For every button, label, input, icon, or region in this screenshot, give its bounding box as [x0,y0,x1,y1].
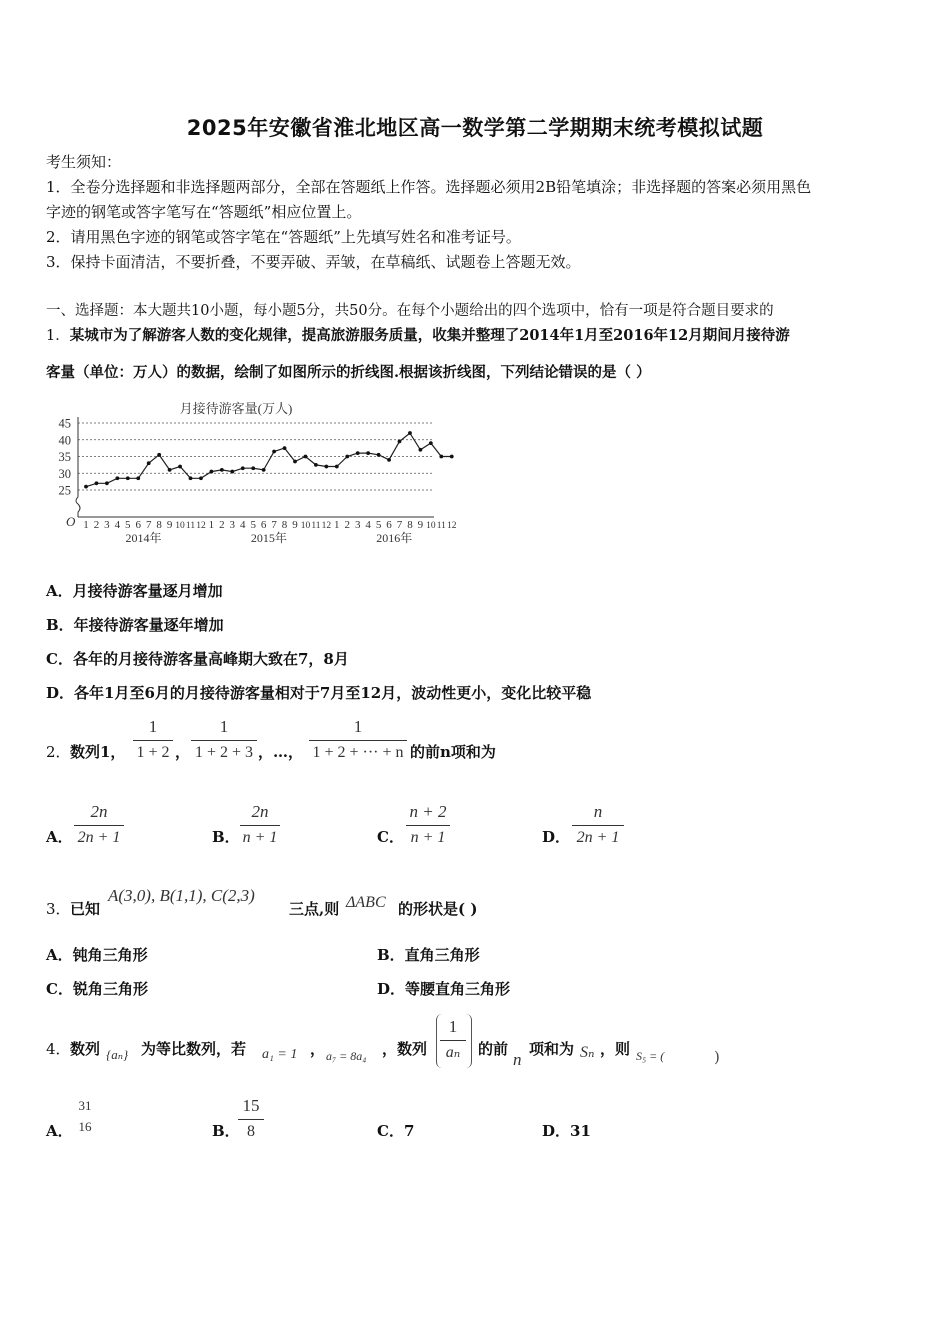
q2-term-n [309,716,407,763]
question-3-points: A(3,0), B(1,1), C(2,3) [108,886,255,905]
q2-term-2-den: 1 + 2 + 3 [194,744,254,761]
question-3-prefix: 已知 [70,900,101,918]
q2-option-a-num: 2n [90,802,108,821]
question-4-t1: 数列 [70,1040,101,1058]
q2-term-2-num: 1 [219,717,229,736]
x-tick-label: 4 [240,519,246,531]
data-point [251,466,255,470]
q3-option-b: B．直角三角形 [377,946,480,964]
question-1-stem-cont: 客量（单位：万人）的数据，绘制了如图所示的折线图.根据该折线图，下列结论错误的是（ ） [46,364,651,381]
q2-term-1-den: 1 + 2 [136,744,170,761]
q4-option-b-frac [238,1095,264,1142]
question-4-t6: ，则 [600,1040,631,1058]
question-3-number: 3． [46,900,71,918]
q4-option-d [542,1120,591,1142]
x-tick-label: 8 [407,519,413,531]
year-label: 2015年 [250,531,287,545]
q2-term-1 [133,716,173,763]
data-point [84,485,88,489]
question-4-number: 4． [46,1040,71,1058]
q4-option-a-label: A． [46,1122,73,1140]
q4-option-b-num: 15 [242,1096,260,1115]
x-tick-label: 6 [135,519,141,531]
x-tick-label: 6 [386,519,392,531]
q4-option-b-den: 8 [247,1123,255,1140]
q4-option-a-num: 31 [78,1098,92,1113]
x-tick-label: 3 [229,519,236,531]
question-2-sep: ， [175,743,191,761]
q4-recip-num: 1 [448,1017,458,1036]
q3-option-c: C．锐角三角形 [46,980,148,998]
q2-term-2 [191,716,257,763]
x-tick-label: 10 [300,521,311,531]
data-point [168,468,172,472]
year-label: 2014年 [125,531,162,545]
q2-option-d-num: n [593,802,603,821]
data-point [283,446,287,450]
question-4-c1: a₁ = 1 [262,1047,298,1062]
notice-item-3: 3．保持卡面清洁，不要折叠，不要弄破、弄皱，在草稿纸、试题卷上答题无效。 [46,253,581,271]
x-tick-label: 5 [250,519,256,531]
q2-option-c-num: n + 2 [409,802,447,821]
data-point [439,455,443,459]
data-point [126,476,130,480]
question-2-prefix: 数列1， [70,743,126,761]
notice-heading: 考生须知： [46,153,122,171]
x-tick-label: 4 [365,519,371,531]
q4-option-d-value: 31 [570,1122,591,1140]
x-tick-label: 7 [396,519,403,531]
q4-recip-frac [440,1016,466,1063]
x-tick-label: 4 [114,519,121,531]
q2-option-b-label: B． [212,828,240,846]
x-tick-label: 10 [426,521,436,531]
data-point [293,460,297,464]
data-point [115,476,119,480]
notice-item-2: 2．请用黑色字迹的钢笔或答字笔在“答题纸”上先填写姓名和准考证号。 [46,228,521,246]
data-point [272,450,276,454]
data-point [230,470,234,474]
x-tick-label: 1 [334,519,340,531]
x-tick-label: 2 [344,519,350,531]
question-4-t2: 为等比数列，若 [141,1040,247,1058]
data-point [241,466,245,470]
question-3-mid: 三点,则 [289,900,340,918]
data-point [157,453,161,457]
q4-option-a-den: 16 [78,1119,92,1134]
data-point [450,455,454,459]
question-1-stem: 某城市为了解游客人数的变化规律，提高旅游服务质量，收集并整理了2014年1月至2016年12月期间月接待游 [69,327,790,344]
data-point [335,465,339,469]
data-point [136,476,140,480]
data-point [262,468,266,472]
x-tick-label: 11 [436,521,446,531]
x-tick-label: 9 [292,519,298,531]
x-tick-label: 11 [185,521,196,531]
data-point [304,455,308,459]
q1-option-d: D．各年1月至6月的月接待游客量相对于7月至12月，波动性更小，变化比较平稳 [46,684,592,702]
origin-label: O [66,514,76,529]
question-4-sn: Sₙ [580,1044,595,1061]
x-tick-label: 2 [219,519,225,531]
q2-option-b-frac [240,801,280,848]
q1-option-a: A．月接待游客量逐月增加 [46,582,223,600]
q2-option-c-frac [406,801,450,848]
q2-option-d-frac [572,801,624,848]
x-tick-label: 3 [104,519,110,531]
q3-option-d: D．等腰直角三角形 [377,980,511,998]
x-tick-label: 2 [93,519,100,531]
q2-option-c-den: n + 1 [410,829,446,846]
data-point [345,455,349,459]
data-point [147,461,151,465]
x-tick-label: 8 [156,519,162,531]
question-1-text [46,325,790,347]
x-tick-label: 5 [375,519,382,531]
y-tick-label: 40 [58,433,71,448]
q2-option-d-den: 2n + 1 [576,829,620,846]
q4-option-c-label: C． [377,1122,404,1140]
question-2-number: 2． [46,743,71,761]
q2-option-a-den: 2n + 1 [77,829,121,846]
data-point [95,481,99,485]
data-point [387,458,391,462]
line-chart [44,395,457,553]
data-point [398,440,402,444]
y-tick-label: 45 [58,416,71,431]
q2-option-c-label: C． [377,828,404,846]
data-point [105,481,109,485]
x-tick-label: 10 [175,521,185,531]
page-title: 2025年安徽省淮北地区高一数学第二学期期末统考模拟试题 [186,116,764,140]
q4-option-c [377,1120,414,1142]
axis-break [76,497,80,512]
x-tick-label: 7 [271,519,277,531]
q4-option-a-frac [74,1098,96,1135]
question-4-close: ) [714,1048,720,1066]
data-point [408,431,412,435]
data-point [220,468,224,472]
data-point [356,451,360,455]
data-point [366,451,370,455]
question-3-triangle: ΔABC [346,894,386,911]
y-tick-label: 30 [58,466,71,481]
q2-term-n-num: 1 [353,717,363,736]
x-tick-label: 12 [321,521,332,531]
question-4-seq: {aₙ} [106,1047,129,1062]
x-tick-label: 8 [281,519,288,531]
data-point [324,465,328,469]
question-4-t5: 项和为 [529,1040,575,1058]
section-heading: 一、选择题：本大题共10小题，每小题5分，共50分。在每个小题给出的四个选项中，恰有一项是符合题目要求的 [46,303,774,319]
series-line [86,433,452,487]
q4-option-b-label: B． [212,1122,240,1140]
q2-option-b-num: 2n [251,802,269,821]
q2-option-b-den: n + 1 [242,829,278,846]
question-4-c2: a₇ = 8a₄ [326,1049,367,1063]
chart-title: 月接待游客量(万人) [179,401,293,416]
x-tick-label: 12 [447,521,457,531]
data-point [429,441,433,445]
question-3-suffix: 的形状是( ) [398,900,478,918]
year-label: 2016年 [376,531,413,545]
q2-option-a-label: A． [46,828,73,846]
data-point [189,476,193,480]
x-tick-label: 5 [125,519,131,531]
notice-item-1-cont: 字迹的钢笔或答字笔写在“答题纸”相应位置上。 [46,203,362,221]
data-point [377,453,381,457]
x-tick-label: 12 [196,521,206,531]
q2-option-a-frac [74,801,124,848]
data-point [178,465,182,469]
q4-option-d-label: D． [542,1122,571,1140]
x-tick-label: 7 [145,519,152,531]
q2-term-n-den: 1 + 2 + ··· + n [312,744,404,761]
y-tick-label: 35 [58,450,71,464]
data-point [199,476,203,480]
notice-item-1: 1．全卷分选择题和非选择题两部分，全部在答题纸上作答。选择题必须用2B铅笔填涂；非选择题的答案必须用黑色 [46,178,812,196]
q4-recip-den: aₙ [445,1044,461,1061]
q1-option-b: B．年接待游客量逐年增加 [46,616,224,634]
q2-option-d-label: D． [542,828,571,846]
x-tick-label: 1 [83,519,89,531]
x-tick-label: 3 [354,519,361,531]
question-4-comma: ， [310,1040,326,1058]
x-tick-label: 11 [311,521,321,531]
q3-option-a: A．钝角三角形 [46,946,148,964]
x-tick-label: 6 [260,519,267,531]
data-point [314,463,318,467]
question-2-ellipsis: ，…， [258,743,304,761]
x-tick-label: 9 [166,519,173,531]
question-1-number: 1． [46,328,70,344]
question-4-n: n [513,1050,522,1069]
question-4-s5: S₅ = ( [636,1049,665,1063]
data-point [210,470,214,474]
y-tick-label: 25 [58,483,71,498]
x-tick-label: 1 [208,519,215,531]
question-4-t4: 的前 [478,1040,509,1058]
q2-term-1-num: 1 [148,717,158,736]
q1-option-c: C．各年的月接待游客量高峰期大致在7，8月 [46,650,349,668]
x-tick-label: 9 [417,519,424,531]
question-4-t3: ，数列 [382,1040,428,1058]
q4-option-c-value: 7 [403,1122,415,1140]
question-2-suffix: 的前n项和为 [410,743,496,761]
data-point [419,448,423,452]
